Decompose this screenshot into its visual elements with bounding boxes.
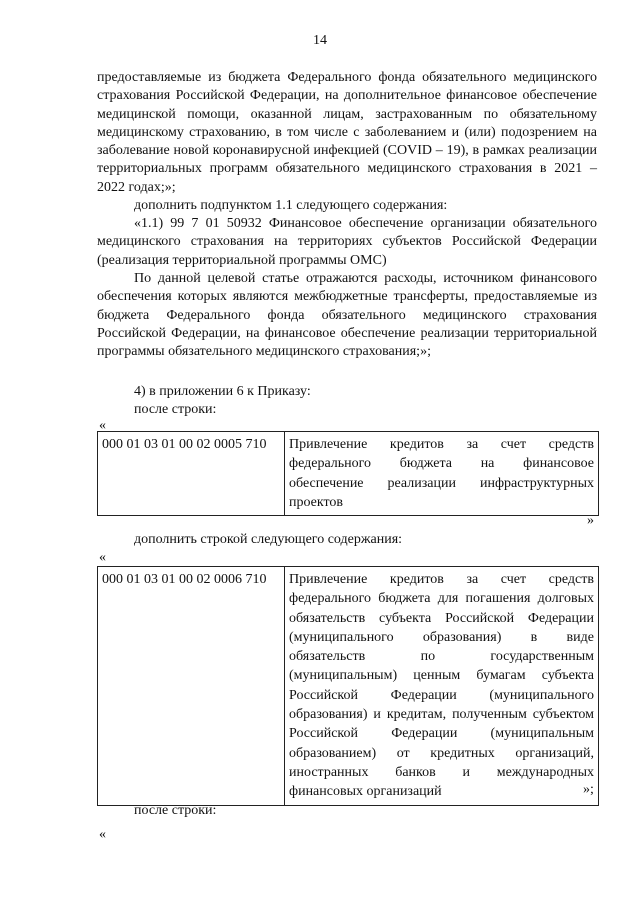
table-existing-row (97, 431, 599, 516)
table-row (98, 432, 599, 516)
close-quote: » (587, 513, 594, 528)
row-code: 000 01 03 01 00 02 0006 710 (98, 567, 285, 806)
paragraph-add-subitem: дополнить подпунктом 1.1 следующего содержания: (134, 198, 448, 213)
table-row (98, 567, 599, 806)
paragraph-add-row: дополнить строкой следующего содержания: (134, 532, 403, 547)
paragraph-subitem-1-1: «1.1) 99 7 01 50932 Финансовое обеспечение организации обязательного медицинского страхования на территориях субъектов Российской Федерации (реализация территориальной программы ОМС) (97, 216, 597, 268)
paragraph-appendix-6: 4) в приложении 6 к Приказу: (134, 384, 311, 399)
open-quote: « (99, 827, 106, 842)
table-new-row (97, 566, 599, 806)
close-quote: »; (583, 782, 594, 797)
paragraph-target-article: По данной целевой статье отражаются расходы, источником финансового обеспечения которых являются межбюджетные трансферты, предоставляемые из бюджета Федерального фонда обязательного медицинского страхования Российской Федерации, на финансовое обеспечение реализации территориальной программы обязательного медицинского страхования;»; (97, 271, 597, 360)
open-quote: « (99, 550, 106, 565)
paragraph-continuation: предоставляемые из бюджета Федерального фонда обязательного медицинского страхования Российской Федерации, на дополнительное финансовое обеспечение медицинской помощи, оказанной лицам, застрахованным по обязательному медицинскому страхованию, в том числе с заболеванием и (или) подозрением на заболевание новой коронавирусной инфекцией (COVID – 19), в рамках реализации территориальных программ обязательного медицинского страхования в 2021 – 2022 годах;»; (97, 70, 597, 195)
paragraph-after-row: после строки: (134, 803, 217, 818)
row-code: 000 01 03 01 00 02 0005 710 (98, 432, 285, 516)
row-description: Привлечение кредитов за счет средств федерального бюджета для погашения долговых обязательств субъекта Российской Федерации (муниципального образования) в виде обязательств по государственным (муниципальным) ценным бумагам субъекта Российской Федерации (муниципального образования) и кредитам, полученным субъектом Российской Федерации (муниципальным образованием) от кредитных организаций, иностранных банков и международных финансовых организаций (285, 567, 599, 806)
row-description: Привлечение кредитов за счет средств федерального бюджета на финансовое обеспечение реализации инфраструктурных проектов (285, 432, 599, 516)
paragraph-after-row: после строки: (134, 402, 217, 417)
open-quote: « (99, 418, 106, 433)
page-number: 14 (313, 33, 327, 48)
